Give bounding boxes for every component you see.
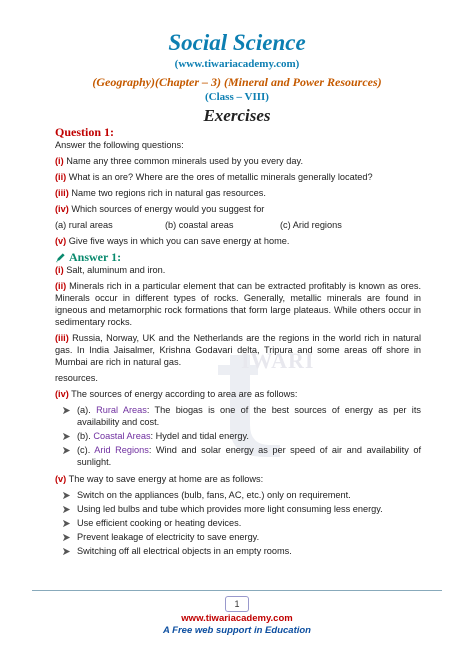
item-text: Which sources of energy would you suggest for [68, 204, 265, 214]
question-heading: Question 1: [55, 125, 115, 139]
option: (b) coastal areas [165, 220, 234, 230]
footer-tagline: A Free web support in Education [163, 625, 311, 636]
bullet-prefix: (b). [77, 431, 94, 441]
arrow-bullet-icon [62, 519, 71, 528]
answer-item [55, 473, 421, 485]
item-label: (iii) [55, 188, 69, 198]
pen-icon [55, 252, 66, 263]
item-label: (v) [55, 474, 67, 484]
answer-heading-text: Answer 1: [69, 250, 122, 264]
footer-link[interactable]: www.tiwariacademy.com [181, 613, 293, 624]
bullet-item [62, 489, 421, 501]
bullet-item [62, 444, 421, 468]
chapter-heading: (Geography)(Chapter – 3) (Mineral and Power Resources) [92, 75, 382, 89]
item-text: Name two regions rich in natural gas resources. [68, 188, 266, 198]
bullet-item [62, 404, 421, 428]
arrow-bullet-icon [62, 547, 71, 556]
page-number: 1 [225, 596, 249, 612]
bullet-text: Prevent leakage of electricity to save energy. [77, 532, 260, 542]
bullet-text: Use efficient cooking or heating devices. [77, 518, 242, 528]
bullet-item [62, 503, 421, 515]
option: (a) rural areas [55, 220, 113, 230]
item-text: The sources of energy according to area are as follows: [68, 389, 298, 399]
bullet-item [62, 531, 421, 543]
item-text: Salt, aluminum and iron. [63, 265, 166, 275]
arrow-bullet-icon [62, 505, 71, 514]
bullet-prefix: (a). [77, 405, 97, 415]
item-text: Name any three common minerals used by you every day. [63, 156, 303, 166]
item-text: The way to save energy at home are as follows: [66, 474, 264, 484]
item-label: (iv) [55, 389, 69, 399]
item-text: Minerals rich in a particular element that can be extracted profitably is known as ores. Minerals occur in different types of rocks. Generally, metallic minerals are found in igneous and metamorphic rock formations that form large plateaus. While others occur in sedimentary rocks. [55, 281, 421, 327]
item-text: Russia, Norway, UK and the Netherlands are the regions in the world rich in natural gas. In India Jaisalmer, Krishna Godavari delta, Tripura and some areas off shore in Mumbai are rich in natural gas. [55, 333, 421, 367]
bullet-prefix: (c). [77, 445, 95, 455]
item-label: (i) [55, 156, 64, 166]
item-text: Give five ways in which you can save energy at home. [66, 236, 290, 246]
page-title: Social Science [168, 30, 306, 55]
question-item [55, 235, 421, 247]
arrow-bullet-icon [62, 406, 71, 415]
content-body [55, 124, 421, 559]
item-label: (ii) [55, 281, 67, 291]
answer-item [55, 332, 421, 368]
question-item [55, 155, 421, 167]
arrow-bullet-icon [62, 446, 71, 455]
class-label: (Class – VIII) [205, 91, 269, 103]
question-intro: Answer the following questions: [55, 140, 184, 150]
section-heading: Exercises [203, 106, 271, 125]
answer-heading [55, 251, 421, 263]
arrow-bullet-icon [62, 491, 71, 500]
bullet-text: Switching off all electrical objects in an empty rooms. [77, 546, 292, 556]
watermark-text: IWARI [241, 348, 315, 373]
bullet-subhead: Rural Areas [96, 405, 147, 415]
question-item [55, 171, 421, 183]
bullet-text: : Wind and solar energy as per speed of air and availability of sunlight. [77, 445, 421, 467]
item-label: (ii) [55, 172, 67, 182]
arrow-bullet-icon [62, 533, 71, 542]
bullet-item [62, 517, 421, 529]
question-item [55, 187, 421, 199]
bullet-text: : The biogas is one of the best sources of energy as per its availability and cost. [77, 405, 421, 427]
footer-divider [32, 590, 442, 591]
bullet-item [62, 430, 421, 442]
bullet-text: Using led bulbs and tube which provides more light consuming less energy. [77, 504, 383, 514]
item-text: What is an ore? Where are the ores of metallic minerals generally located? [66, 172, 373, 182]
site-link[interactable]: (www.tiwariacademy.com) [174, 58, 300, 70]
bullet-item [62, 545, 421, 557]
option: (c) Arid regions [280, 220, 342, 230]
item-label: (iii) [55, 333, 69, 343]
options-row [55, 219, 421, 231]
answer-item [55, 280, 421, 328]
item-label: (v) [55, 236, 67, 246]
bullet-text: Switch on the appliances (bulb, fans, AC, etc.) only on requirement. [77, 490, 351, 500]
item-label: (i) [55, 265, 64, 275]
bullet-text: : Hydel and tidal energy. [150, 431, 249, 441]
bullet-subhead: Coastal Areas [93, 431, 151, 441]
answer-item [55, 388, 421, 400]
question-item [55, 203, 421, 215]
resources-text: resources. [55, 373, 98, 383]
bullet-subhead: Arid Regions [94, 445, 149, 455]
item-label: (iv) [55, 204, 69, 214]
arrow-bullet-icon [62, 432, 71, 441]
answer-item [55, 264, 421, 276]
